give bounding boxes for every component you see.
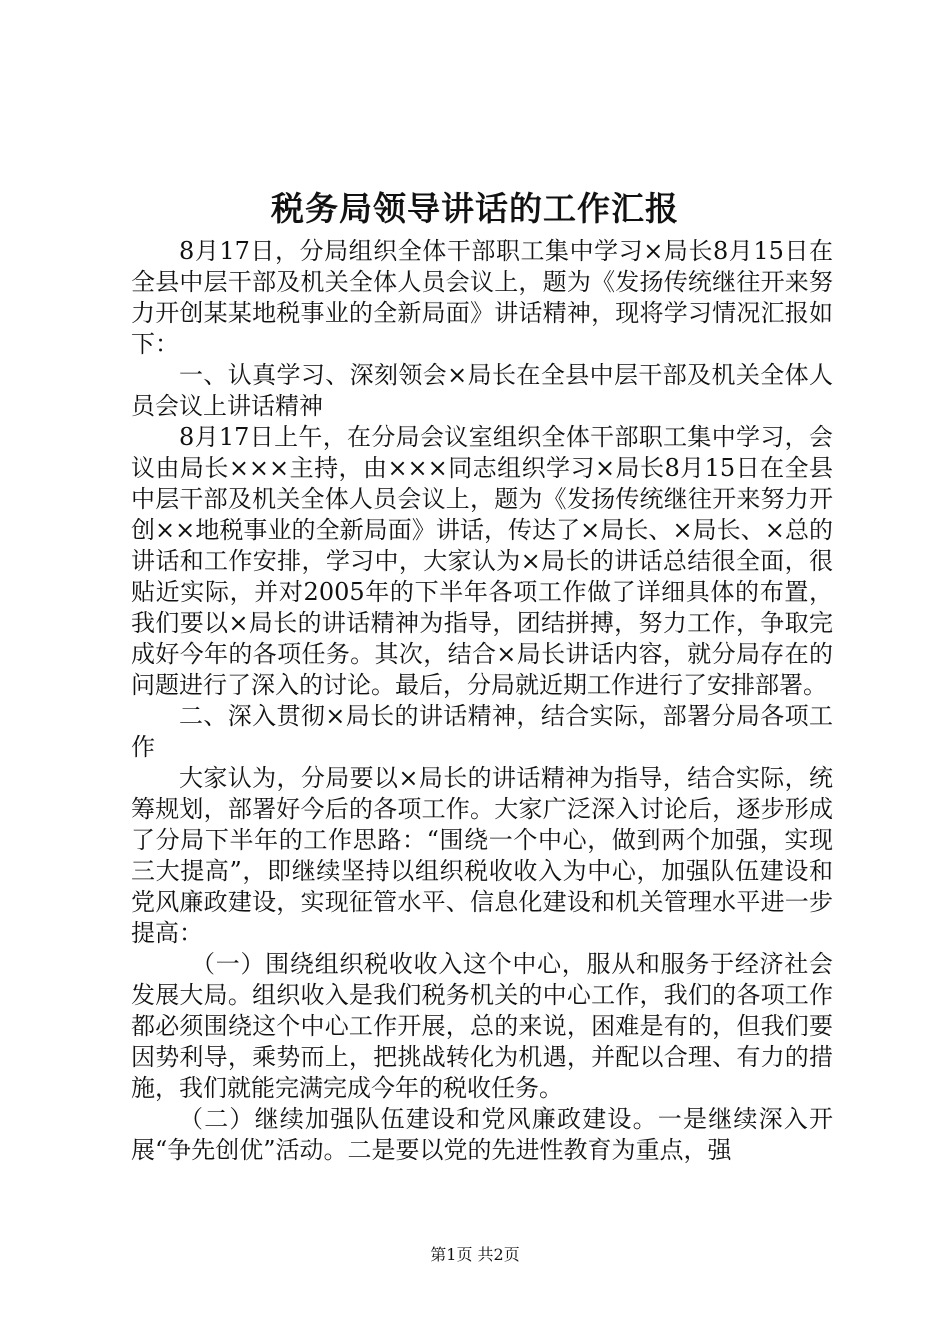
document-title: 税务局领导讲话的工作汇报 bbox=[271, 189, 679, 228]
paragraph-subsection-1: （一）围绕组织税收收入这个中心，服从和服务于经济社会发展大局。组织收入是我们税务机关的中心工作，我们的各项工作都必须围绕这个中心工作开展，总的来说，困难是有的，但我们要因势利导，乘势而上，把挑战转化为机遇，并配以合理、有力的措施，我们就能完满完成今年的税收任务。 bbox=[131, 950, 833, 1102]
paragraph-section-1: 8月17日上午，在分局会议室组织全体干部职工集中学习，会议由局长×××主持，由×××同志组织学习×局长8月15日在全县中层干部及机关全体人员会议上，题为《发扬传统继往开来努力开创××地税事业的全新局面》讲话，传达了×局长、×局长、×总的讲话和工作安排，学习中，大家认为×局长的讲话总结很全面，很贴近实际，并对2005年的下半年各项工作做了详细具体的布置，我们要以×局长的讲话精神为指导，团结拼搏，努力工作，争取完成好今年的各项任务。其次，结合×局长讲话内容，就分局存在的问题进行了深入的讨论。最后，分局就近期工作进行了安排部署。 bbox=[131, 423, 833, 699]
paragraph-subsection-2: （二）继续加强队伍建设和党风廉政建设。一是继续深入开展“争先创优”活动。二是要以党的先进性教育为重点，强 bbox=[131, 1105, 833, 1164]
page-number-footer: 第1页 共2页 bbox=[430, 1245, 520, 1264]
document-body bbox=[131, 236, 833, 1166]
paragraph-intro: 8月17日，分局组织全体干部职工集中学习×局长8月15日在全县中层干部及机关全体人员会议上，题为《发扬传统继往开来努力开创某某地税事业的全新局面》讲话精神，现将学习情况汇报如下： bbox=[131, 237, 833, 358]
paragraph-section-2: 大家认为，分局要以×局长的讲话精神为指导，结合实际，统筹规划，部署好今后的各项工作。大家广泛深入讨论后，逐步形成了分局下半年的工作思路：“围绕一个中心，做到两个加强，实现三大提高”，即继续坚持以组织税收收入为中心，加强队伍建设和党风廉政建设，实现征管水平、信息化建设和机关管理水平进一步提高： bbox=[131, 764, 833, 947]
section-heading-1: 一、认真学习、深刻领会×局长在全县中层干部及机关全体人员会议上讲话精神 bbox=[131, 361, 833, 420]
section-heading-2: 二、深入贯彻×局长的讲话精神，结合实际，部署分局各项工作 bbox=[131, 702, 833, 761]
